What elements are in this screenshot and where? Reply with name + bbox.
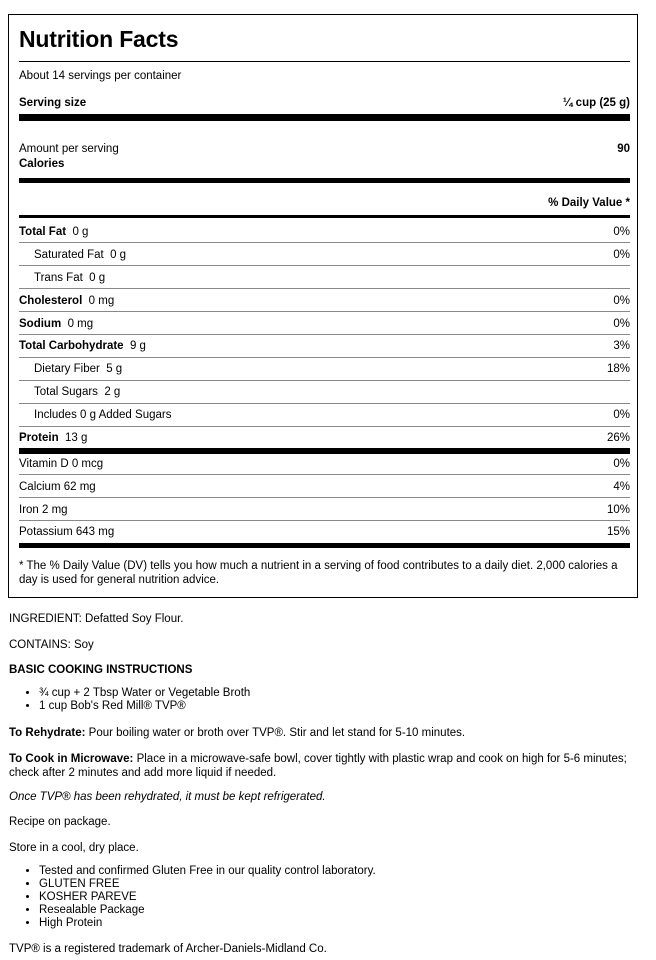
daily-value-footnote: * The % Daily Value (DV) tells you how much a nutrient in a serving of food contributes to a daily diet. 2,000 calories a day is used for general nutrition advice. bbox=[19, 560, 618, 586]
vitamin-row-calcium: Calcium 62 mg 4% bbox=[19, 481, 630, 493]
nutrient-row-sodium: Sodium 0 mg 0% bbox=[19, 318, 630, 330]
list-item: • KOSHER PAREVE bbox=[39, 891, 644, 904]
daily-value-header: % Daily Value * bbox=[548, 197, 630, 209]
cooking-list bbox=[9, 687, 644, 713]
nutrient-row-total-sugars: Total Sugars 2 g bbox=[34, 386, 121, 398]
rehydrate-instructions: To Rehydrate: Pour boiling water or broth over TVP®. Stir and let stand for 5-10 minutes. bbox=[9, 727, 466, 739]
nutrient-row-dietary-fiber: Dietary Fiber 5 g 18% bbox=[34, 363, 630, 375]
vitamin-row-potassium: Potassium 643 mg 15% bbox=[19, 526, 630, 538]
list-item: • 1 cup Bob's Red Mill® TVP® bbox=[39, 700, 644, 713]
nutrient-row-cholesterol: Cholesterol 0 mg 0% bbox=[19, 295, 630, 307]
list-item: • ¾ cup + 2 Tbsp Water or Vegetable Broth bbox=[39, 687, 644, 700]
list-item: • GLUTEN FREE bbox=[39, 878, 644, 891]
vitamin-row-vitamin-d: Vitamin D 0 mcg 0% bbox=[19, 458, 630, 470]
nutrient-row-protein: Protein 13 g 26% bbox=[19, 432, 630, 444]
nutrient-row-total-fat: Total Fat 0 g 0% bbox=[19, 226, 630, 238]
list-item: • Tested and confirmed Gluten Free in our quality control laboratory. bbox=[39, 865, 644, 878]
vitamin-row-iron: Iron 2 mg 10% bbox=[19, 504, 630, 516]
microwave-instructions: To Cook in Microwave: Place in a microwave-safe bowl, cover tightly with plastic wrap and cook on high for 5-6 minutes; check after 2 minutes and add more liquid if needed. bbox=[9, 753, 627, 779]
recipe-note: Recipe on package. bbox=[9, 816, 111, 828]
amount-per-serving: Amount per serving bbox=[19, 143, 119, 155]
list-item: • High Protein bbox=[39, 917, 644, 930]
refrigerate-note: Once TVP® has been rehydrated, it must be kept refrigerated. bbox=[9, 791, 326, 803]
features-list bbox=[9, 865, 644, 930]
nutrient-row-trans-fat: Trans Fat 0 g bbox=[34, 272, 106, 284]
servings-per-container: About 14 servings per container bbox=[19, 70, 182, 82]
calories-value: 90 bbox=[617, 143, 630, 155]
nutrient-row-saturated-fat: Saturated Fat 0 g 0% bbox=[34, 249, 630, 261]
nutrient-row-total-carbohydrate: Total Carbohydrate 9 g 3% bbox=[19, 340, 630, 352]
ingredient-text: INGREDIENT: Defatted Soy Flour. bbox=[9, 613, 184, 625]
nutrition-title: Nutrition Facts bbox=[19, 26, 179, 52]
calories-row: Calories bbox=[19, 158, 65, 170]
nutrient-row-added-sugars: Includes 0 g Added Sugars 0% bbox=[34, 409, 630, 421]
cooking-heading: BASIC COOKING INSTRUCTIONS bbox=[9, 664, 193, 676]
trademark-note: TVP® is a registered trademark of Archer-Daniels-Midland Co. bbox=[9, 943, 327, 955]
storage-note: Store in a cool, dry place. bbox=[9, 842, 139, 854]
list-item: • Resealable Package bbox=[39, 904, 644, 917]
contains-text: CONTAINS: Soy bbox=[9, 639, 94, 651]
nutrition-facts-panel bbox=[8, 14, 638, 598]
serving-size-row: Serving size ¼ cup (25 g) bbox=[19, 97, 630, 109]
